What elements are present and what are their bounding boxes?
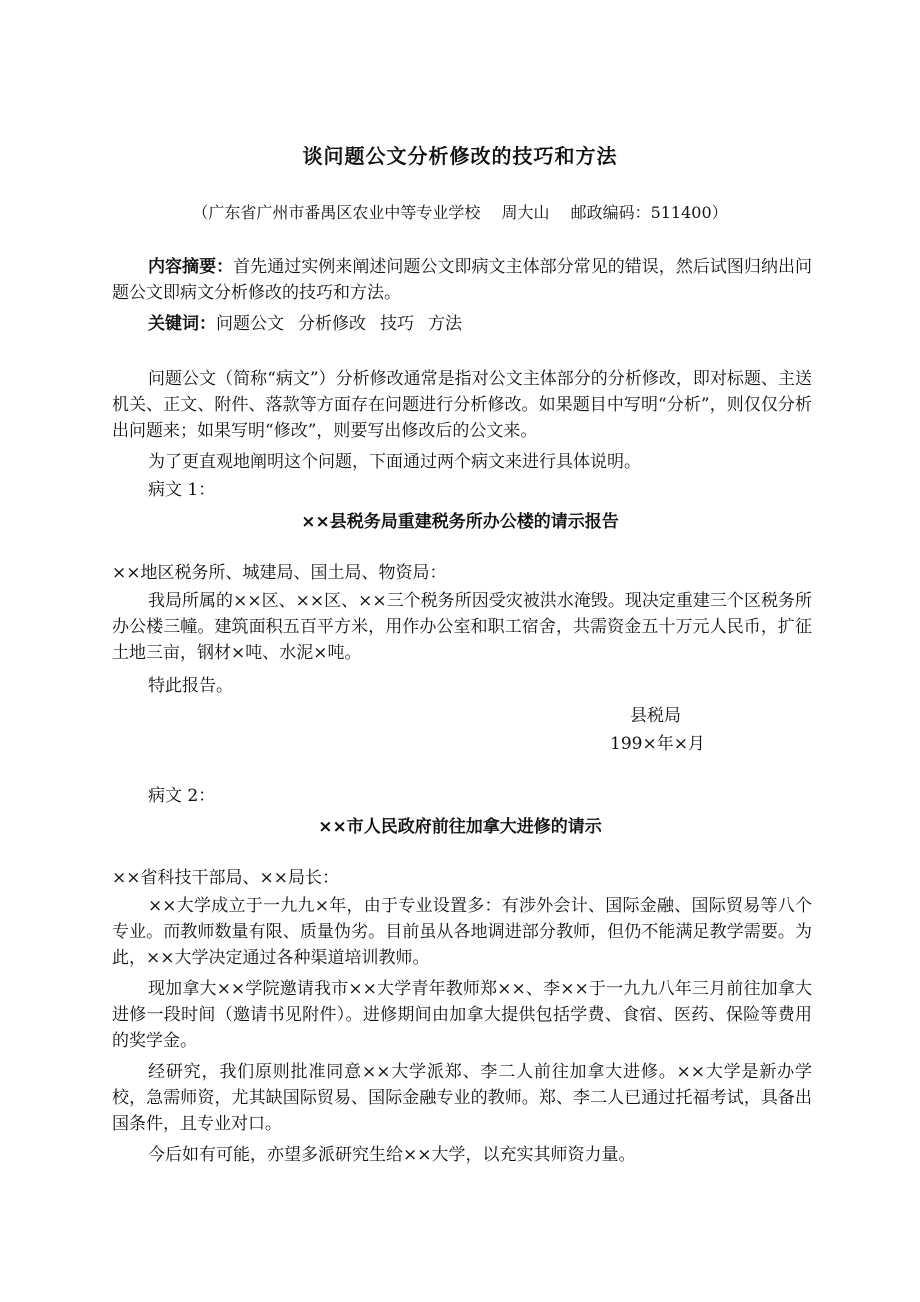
case1-body: 我局所属的××区、××区、××三个税务所因受灾被洪水淹毁。现决定重建三个区税务所办公楼三幢。建筑面积五百平方米，用作办公室和职工宿舍，共需资金五十万元人民币，扩征土地三亩，钢材×吨、水泥×吨。 [112, 591, 812, 663]
abstract-label: 内容摘要： [148, 257, 234, 277]
author-name: 周大山 [501, 203, 550, 222]
case1-closing: 特此报告。 [148, 676, 233, 696]
document-title: 谈问题公文分析修改的技巧和方法 [302, 144, 618, 168]
author-line [0, 200, 920, 223]
intro-paragraph: 为了更直观地阐明这个问题，下面通过两个病文来进行具体说明。 [148, 452, 641, 472]
case2-paragraph: ××大学成立于一九九×年，由于专业设置多：有涉外会计、国际金融、国际贸易等八个专业。而教师数量有限、质量伪劣。目前虽从各地调进部分教师，但仍不能满足教学需要。为此，××大学决定通过各种渠道培训教师。 [112, 896, 812, 968]
case1-sign-date: 199×年×月 [610, 734, 705, 754]
case1-sign-org: 县税局 [630, 706, 681, 726]
keyword-item: 方法 [428, 314, 462, 334]
case2-paragraph: 现加拿大××学院邀请我市××大学青年教师郑××、李××于一九九八年三月前往加拿大进修一段时间（邀请书见附件）。进修期间由加拿大提供包括学费、食宿、医药、保险等费用的奖学金。 [112, 979, 812, 1051]
keyword-item: 技巧 [380, 314, 414, 334]
case2-label: 病文 2： [148, 786, 216, 806]
author-school: （广东省广州市番禺区农业中等专业学校 [192, 203, 481, 222]
case2-paragraph: 今后如有可能，亦望多派研究生给××大学，以充实其师资力量。 [148, 1145, 636, 1165]
author-postcode: 邮政编码：511400） [570, 203, 728, 222]
intro-paragraph: 问题公文（简称“病文”）分析修改通常是指对公文主体部分的分析修改，即对标题、主送机关、正文、附件、落款等方面存在问题进行分析修改。如果题目中写明“分析”，则仅仅分析出问题来；如果写明“修改”，则要写出修改后的公文来。 [112, 369, 812, 441]
case1-label: 病文 1： [148, 480, 216, 500]
keyword-item: 问题公文 [216, 314, 284, 334]
abstract-paragraph [112, 254, 812, 306]
case1-title: ××县税务局重建税务所办公楼的请示报告 [301, 512, 619, 532]
case2-recipient: ××省科技干部局、××局长： [112, 868, 339, 888]
keywords-paragraph [112, 311, 812, 337]
case1-recipient: ××地区税务所、城建局、国土局、物资局： [112, 563, 447, 583]
keywords-label: 关键词： [148, 314, 216, 334]
case2-title: ××市人民政府前往加拿大进修的请示 [318, 817, 602, 837]
case2-paragraph: 经研究，我们原则批准同意××大学派郑、李二人前往加拿大进修。××大学是新办学校，急需师资，尤其缺国际贸易、国际金融专业的教师。郑、李二人已通过托福考试，具备出国条件，且专业对口。 [112, 1062, 812, 1134]
keyword-item: 分析修改 [298, 314, 366, 334]
abstract-text: 首先通过实例来阐述问题公文即病文主体部分常见的错误，然后试图归纳出问题公文即病文分析修改的技巧和方法。 [112, 257, 813, 303]
